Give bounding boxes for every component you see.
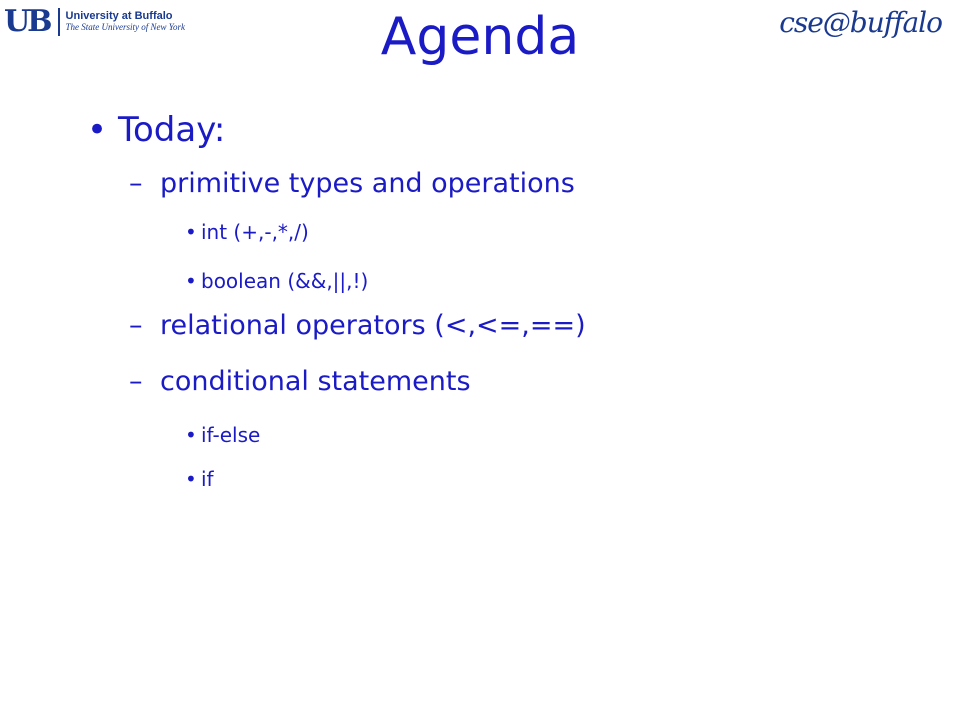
bullet-dot: • — [185, 269, 197, 293]
cse-buffalo-logo: cse@buffalo — [779, 6, 942, 39]
dash-marker: – — [129, 366, 143, 397]
sub-sub-item-if — [185, 467, 214, 491]
bullet-text: Today: — [118, 110, 226, 150]
bullet-dot: • — [185, 220, 197, 244]
sub-sub-item-text: int (+,-,*,/) — [201, 220, 309, 244]
slide-title: Agenda — [380, 7, 580, 67]
dash-marker: – — [129, 310, 143, 341]
sub-item-text: conditional statements — [160, 366, 471, 397]
sub-sub-item-boolean — [185, 269, 368, 293]
sub-sub-item-if-else — [185, 423, 260, 447]
sub-sub-item-text: boolean (&&,||,!) — [201, 269, 369, 293]
ub-logo-subtitle: The State University of New York — [65, 22, 185, 32]
sub-item-conditional-statements — [129, 366, 471, 397]
bullet-dot: • — [185, 423, 197, 447]
sub-item-text: primitive types and operations — [160, 168, 575, 199]
sub-sub-item-text: if-else — [201, 423, 261, 447]
sub-item-primitive-types — [129, 168, 575, 199]
sub-sub-item-text: if — [201, 467, 214, 491]
sub-item-text: relational operators (<,<=,==) — [160, 310, 586, 341]
ub-logo-mark: UB — [4, 4, 50, 39]
bullet-item-today — [87, 110, 225, 150]
dash-marker: – — [129, 168, 143, 199]
bullet-dot: • — [185, 467, 197, 491]
bullet-dot: • — [87, 110, 108, 150]
ub-logo-name: University at Buffalo — [65, 10, 173, 22]
sub-sub-item-int — [185, 220, 309, 244]
sub-item-relational-operators — [129, 310, 586, 341]
